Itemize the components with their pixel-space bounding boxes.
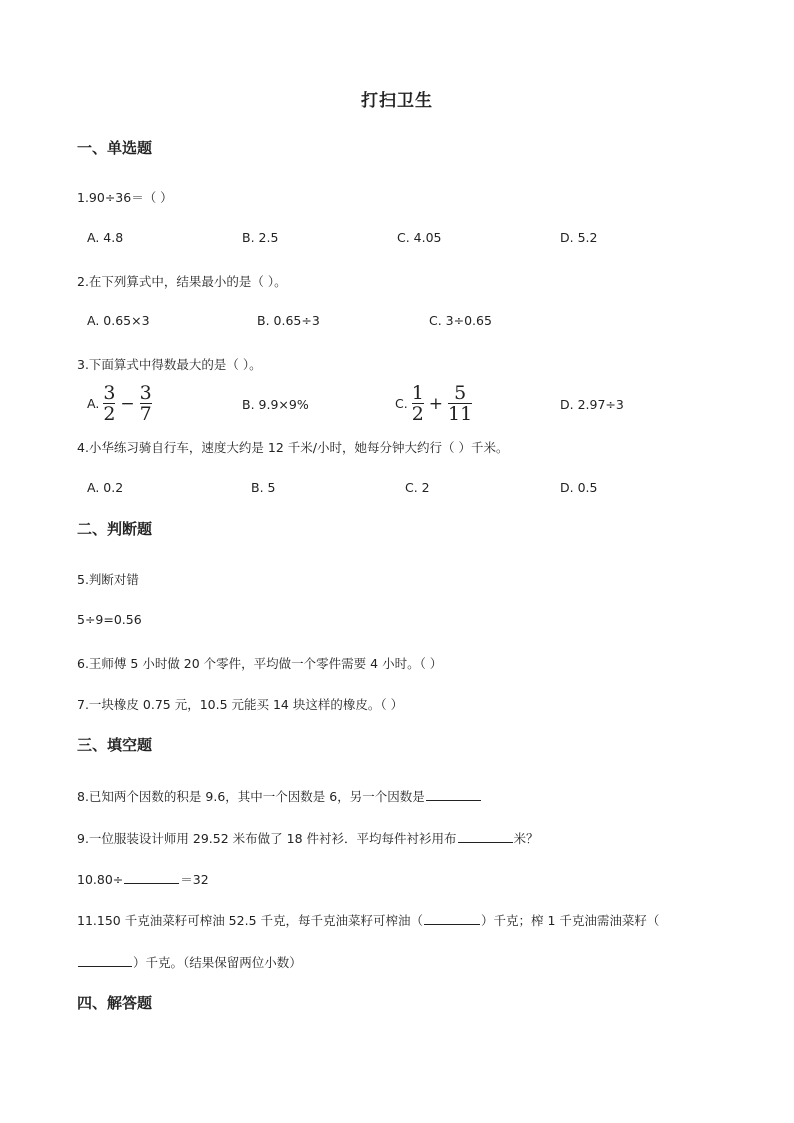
question-3: 3.下面算式中得数最大的是（ ）。 — [77, 357, 262, 372]
answer-blank — [426, 788, 481, 801]
q3-option-c-label: C. — [395, 396, 408, 411]
q1-option-d: D. 5.2 — [560, 230, 598, 245]
question-6: 6.王师傅 5 小时做 20 个零件，平均做一个零件需要 4 小时。（ ） — [77, 656, 443, 671]
question-4: 4.小华练习骑自行车，速度大约是 12 千米/小时，她每分钟大约行（ ）千米。 — [77, 440, 509, 455]
numerator: 3 — [139, 382, 152, 404]
question-9-text: 9.一位服装设计师用 29.52 米布做了 18 件衬衫．平均每件衬衫用布 — [77, 831, 457, 846]
section-heading-true-false: 二、判断题 — [77, 520, 153, 538]
question-11-middle: ）千克；榨 1 千克油需油菜籽（ — [481, 913, 660, 928]
q2-option-a: A. 0.65×3 — [87, 313, 150, 328]
q3-option-a — [87, 384, 154, 423]
answer-blank — [124, 871, 179, 884]
question-11-text: 11.150 千克油菜籽可榨油 52.5 千克，每千克油菜籽可榨油（ — [77, 913, 423, 928]
denominator: 2 — [411, 403, 424, 425]
fraction — [103, 384, 115, 423]
question-8-text: 8.已知两个因数的积是 9.6，其中一个因数是 6，另一个因数是 — [77, 789, 425, 804]
q2-option-c: C. 3÷0.65 — [429, 313, 492, 328]
fraction — [412, 384, 424, 423]
minus-operator: − — [120, 393, 135, 414]
denominator: 11 — [448, 403, 473, 425]
question-5: 5.判断对错 — [77, 572, 139, 587]
page-title: 打扫卫生 — [361, 91, 433, 111]
q4-option-a: A. 0.2 — [87, 480, 124, 495]
denominator: 7 — [139, 403, 152, 425]
answer-blank — [458, 830, 513, 843]
plus-operator: + — [428, 393, 444, 414]
q4-option-c: C. 2 — [405, 480, 430, 495]
question-10 — [77, 870, 209, 888]
q2-option-b: B. 0.65÷3 — [257, 313, 320, 328]
q1-option-a: A. 4.8 — [87, 230, 124, 245]
question-10-result: ＝32 — [180, 872, 209, 887]
q1-option-c: C. 4.05 — [397, 230, 442, 245]
numerator: 1 — [411, 382, 424, 404]
q4-option-b: B. 5 — [251, 480, 276, 495]
question-9-unit: 米？ — [513, 831, 539, 846]
section-heading-fill-in: 三、填空题 — [77, 736, 153, 754]
question-1: 1.90÷36＝（ ） — [77, 190, 173, 205]
section-heading-single-choice: 一、单选题 — [77, 139, 153, 157]
numerator: 3 — [103, 382, 116, 404]
question-7: 7.一块橡皮 0.75 元，10.5 元能买 14 块这样的橡皮。（ ） — [77, 697, 404, 712]
question-10-text: 10.80÷ — [77, 872, 124, 887]
fraction — [140, 384, 152, 423]
question-8 — [77, 787, 482, 805]
q3-option-b: B. 9.9×9% — [242, 397, 309, 412]
question-11-end: ）千克。（结果保留两位小数） — [133, 955, 302, 970]
q3-option-c — [395, 384, 474, 423]
fraction — [448, 384, 472, 423]
answer-blank — [78, 954, 132, 967]
question-2: 2.在下列算式中，结果最小的是（ ）。 — [77, 274, 287, 289]
denominator: 2 — [103, 403, 116, 425]
section-heading-problem-solving: 四、解答题 — [77, 994, 153, 1012]
question-11 — [77, 911, 659, 929]
question-9 — [77, 829, 539, 847]
q3-option-d: D. 2.97÷3 — [560, 397, 624, 412]
question-11-line-2 — [77, 953, 302, 971]
question-5-expression: 5÷9=0.56 — [77, 612, 142, 627]
numerator: 5 — [454, 382, 467, 404]
answer-blank — [424, 912, 480, 925]
q1-option-b: B. 2.5 — [242, 230, 279, 245]
q3-option-a-label: A. — [87, 396, 100, 411]
q4-option-d: D. 0.5 — [560, 480, 598, 495]
